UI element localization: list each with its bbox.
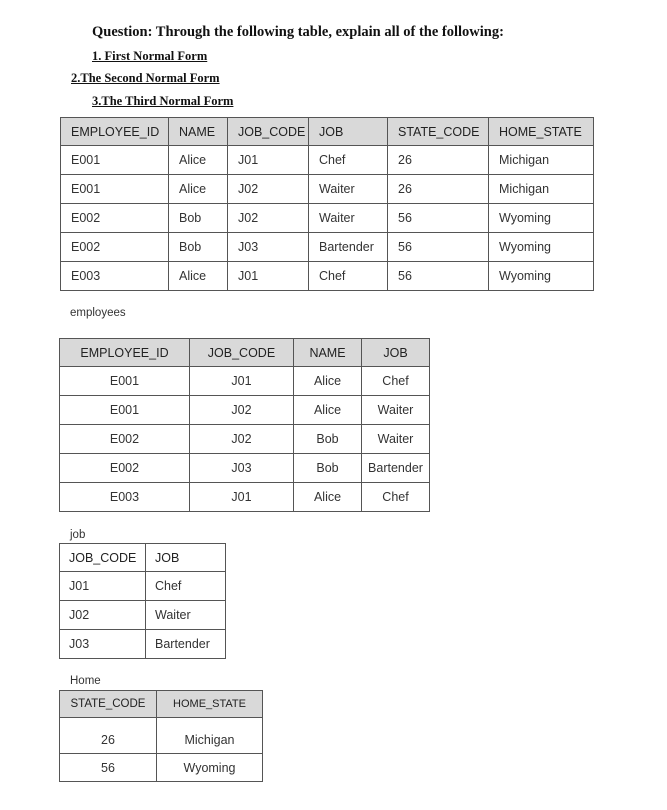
table-row — [60, 396, 430, 425]
table-cell: 56 — [388, 233, 489, 262]
column-header: JOB_CODE — [190, 339, 294, 367]
table-cell: Chef — [362, 483, 430, 512]
table-cell: E003 — [60, 483, 190, 512]
job-table-header-row — [60, 544, 226, 572]
table-cell: 56 — [60, 754, 157, 782]
job-table-caption: job — [70, 529, 86, 541]
table-row — [60, 754, 263, 782]
table-row — [60, 454, 430, 483]
table-cell: J02 — [60, 601, 146, 630]
table-cell: E003 — [61, 262, 169, 291]
table-row — [60, 572, 226, 601]
table-cell: Bartender — [309, 233, 388, 262]
home-table — [59, 690, 263, 782]
table-row — [60, 425, 430, 454]
table-cell: E002 — [60, 425, 190, 454]
table-row — [60, 601, 226, 630]
table-cell: 26 — [388, 146, 489, 175]
table-cell: Bartender — [146, 630, 226, 659]
table-cell: Michigan — [489, 175, 594, 204]
table-cell: J03 — [60, 630, 146, 659]
table-row — [61, 175, 594, 204]
employees-table-caption: employees — [70, 307, 126, 319]
table-row — [61, 146, 594, 175]
table-cell: Alice — [294, 396, 362, 425]
table-cell: Chef — [362, 367, 430, 396]
table-row — [60, 483, 430, 512]
column-header: JOB — [309, 118, 388, 146]
table-cell: 26 — [60, 718, 157, 754]
column-header: STATE_CODE — [388, 118, 489, 146]
table-cell: 56 — [388, 204, 489, 233]
table-cell: Bob — [294, 454, 362, 483]
table-cell: Alice — [169, 146, 228, 175]
table-cell: E001 — [60, 367, 190, 396]
table-cell: Bob — [169, 233, 228, 262]
table-cell: Alice — [294, 483, 362, 512]
table-row — [60, 630, 226, 659]
question-item-third-normal-form: 3.The Third Normal Form — [92, 94, 234, 108]
table-cell: 26 — [388, 175, 489, 204]
table-cell: Bob — [169, 204, 228, 233]
table-row — [61, 204, 594, 233]
question-item-first-normal-form: 1. First Normal Form — [92, 49, 208, 63]
table-row — [61, 262, 594, 291]
column-header: HOME_STATE — [489, 118, 594, 146]
table-cell: Chef — [309, 146, 388, 175]
table-cell: Bob — [294, 425, 362, 454]
table-cell: J01 — [228, 262, 309, 291]
table-cell: Bartender — [362, 454, 430, 483]
column-header: JOB_CODE — [60, 544, 146, 572]
table-cell: E001 — [61, 175, 169, 204]
table-cell: J01 — [228, 146, 309, 175]
table-cell: J03 — [228, 233, 309, 262]
table-cell: Waiter — [362, 425, 430, 454]
table-cell: Wyoming — [157, 754, 263, 782]
question-item-second-normal-form: 2.The Second Normal Form — [71, 71, 220, 85]
column-header: EMPLOYEE_ID — [61, 118, 169, 146]
table-cell: Waiter — [309, 175, 388, 204]
table-cell: Michigan — [489, 146, 594, 175]
table-cell: Alice — [169, 175, 228, 204]
table-row — [60, 718, 263, 754]
main-table — [60, 117, 594, 291]
employees-table-header-row — [60, 339, 430, 367]
table-cell: J01 — [190, 367, 294, 396]
table-cell: J02 — [190, 425, 294, 454]
column-header: JOB_CODE — [228, 118, 309, 146]
table-cell: E001 — [61, 146, 169, 175]
column-header: HOME_STATE — [157, 691, 263, 718]
table-cell: Waiter — [146, 601, 226, 630]
table-cell: Michigan — [157, 718, 263, 754]
question-title: Question: Through the following table, explain all of the following: — [92, 24, 504, 40]
main-table-header-row — [61, 118, 594, 146]
table-cell: J03 — [190, 454, 294, 483]
column-header: EMPLOYEE_ID — [60, 339, 190, 367]
table-cell: J02 — [228, 204, 309, 233]
table-row — [60, 367, 430, 396]
table-row — [61, 233, 594, 262]
table-cell: J02 — [228, 175, 309, 204]
table-cell: Chef — [146, 572, 226, 601]
table-cell: E002 — [61, 204, 169, 233]
table-cell: 56 — [388, 262, 489, 291]
employees-table — [59, 338, 430, 512]
table-cell: Alice — [169, 262, 228, 291]
table-cell: E001 — [60, 396, 190, 425]
column-header: NAME — [294, 339, 362, 367]
table-cell: J01 — [190, 483, 294, 512]
home-table-header-row — [60, 691, 263, 718]
home-table-caption: Home — [70, 675, 101, 687]
table-cell: J02 — [190, 396, 294, 425]
table-cell: E002 — [61, 233, 169, 262]
table-cell: E002 — [60, 454, 190, 483]
table-cell: Waiter — [362, 396, 430, 425]
column-header: JOB — [146, 544, 226, 572]
column-header: STATE_CODE — [60, 691, 157, 718]
table-cell: Wyoming — [489, 262, 594, 291]
table-cell: Wyoming — [489, 204, 594, 233]
table-cell: Waiter — [309, 204, 388, 233]
column-header: NAME — [169, 118, 228, 146]
table-cell: Wyoming — [489, 233, 594, 262]
column-header: JOB — [362, 339, 430, 367]
job-table — [59, 543, 226, 659]
table-cell: J01 — [60, 572, 146, 601]
table-cell: Chef — [309, 262, 388, 291]
table-cell: Alice — [294, 367, 362, 396]
